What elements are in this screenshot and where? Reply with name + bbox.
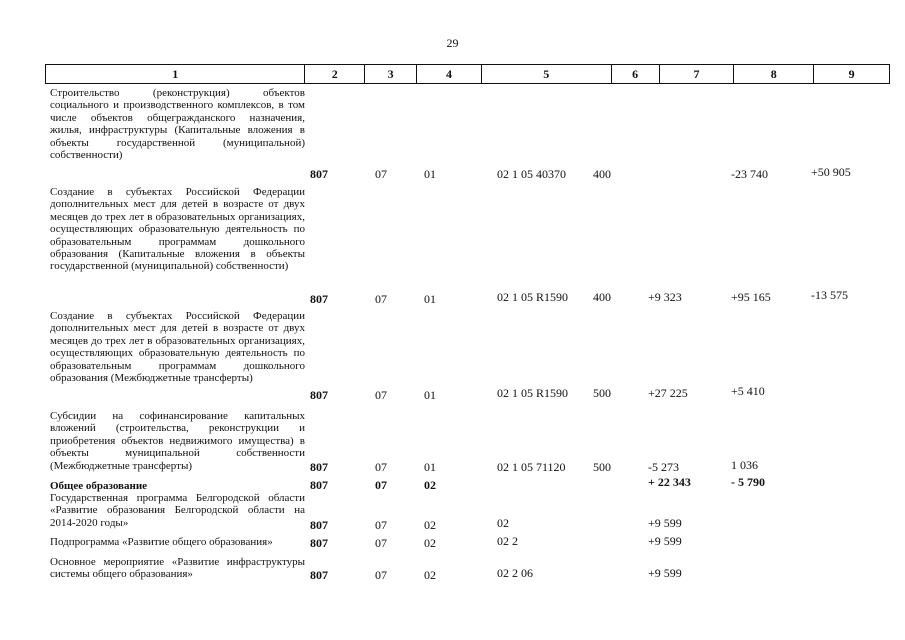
header-col-5: 5 <box>482 65 612 83</box>
header-col-1: 1 <box>46 65 305 83</box>
header-col-8: 8 <box>734 65 814 83</box>
cell-expense-type: 500 <box>593 460 611 474</box>
cell-amount-col7: +9 599 <box>648 534 682 548</box>
page-number: 29 <box>446 36 459 50</box>
header-col-4: 4 <box>417 65 482 83</box>
row-description: Строительство (реконструкция) объектов социального и производственного комплексов, в том числе объектов общегражданского назначения, жилья, инфраструктуры (Капитальные вложения в объекты государственной (муниципальной) собственности) <box>50 87 305 162</box>
cell-amount-col7: +9 599 <box>648 566 682 580</box>
table-header-row <box>45 64 890 84</box>
cell-amount-col8: +95 165 <box>731 290 771 304</box>
cell-amount-col8: +5 410 <box>731 384 765 398</box>
cell-admin-code: 807 <box>310 167 328 181</box>
row-description: Создание в субъектах Российской Федерации дополнительных мест для детей в возрасте от двух месяцев до трех лет в образовательных организациях, осуществляющих образовательную деятельность по образовательным программам дошкольного образования (Межбюджетные трансферты) <box>50 310 305 385</box>
cell-section: 07 <box>375 292 387 306</box>
cell-admin-code: 807 <box>310 518 328 532</box>
cell-subsection: 01 <box>424 460 436 474</box>
cell-target-article: 02 1 05 71120 <box>497 460 566 474</box>
cell-section: 07 <box>375 167 387 181</box>
cell-subsection: 02 <box>424 536 436 550</box>
cell-target-article: 02 1 05 R1590 <box>497 290 569 304</box>
cell-subsection: 01 <box>424 167 436 181</box>
cell-admin-code: 807 <box>310 388 328 402</box>
cell-section: 07 <box>375 460 387 474</box>
cell-subsection: 01 <box>424 292 436 306</box>
cell-section: 07 <box>375 536 387 550</box>
cell-subsection: 02 <box>424 478 436 492</box>
cell-amount-col9: +50 905 <box>811 165 851 179</box>
cell-section: 07 <box>375 568 387 582</box>
cell-expense-type: 400 <box>593 290 611 304</box>
cell-subsection: 02 <box>424 518 436 532</box>
cell-target-article: 02 2 <box>497 534 518 548</box>
cell-section: 07 <box>375 478 387 492</box>
cell-target-article: 02 1 05 R1590 <box>497 386 569 400</box>
cell-target-article: 02 1 05 40370 <box>497 167 566 181</box>
cell-admin-code: 807 <box>310 478 328 492</box>
cell-amount-col8: - 5 790 <box>731 475 765 489</box>
cell-admin-code: 807 <box>310 536 328 550</box>
cell-amount-col8: -23 740 <box>731 167 768 181</box>
cell-amount-col8: 1 036 <box>731 458 758 472</box>
header-col-6: 6 <box>612 65 660 83</box>
row-description: Основное мероприятие «Развитие инфраструктуры системы общего образования» <box>50 556 305 581</box>
cell-subsection: 01 <box>424 388 436 402</box>
header-col-2: 2 <box>305 65 365 83</box>
cell-amount-col9: -13 575 <box>811 288 848 302</box>
cell-subsection: 02 <box>424 568 436 582</box>
header-col-3: 3 <box>365 65 417 83</box>
cell-amount-col7: + 22 343 <box>648 475 691 489</box>
cell-expense-type: 400 <box>593 167 611 181</box>
row-description: Подпрограмма «Развитие общего образования» <box>50 536 273 548</box>
cell-admin-code: 807 <box>310 460 328 474</box>
row-description: Создание в субъектах Российской Федерации дополнительных мест для детей в возрасте от двух месяцев до трех лет в образовательных организациях, осуществляющих образовательную деятельность по образовательным программам дошкольного образования (Капитальные вложения в объекты государственной (муниципальной) собственности) <box>50 186 305 273</box>
row-description: Общее образование <box>50 480 148 492</box>
cell-target-article: 02 <box>497 516 509 530</box>
cell-amount-col7: +27 225 <box>648 386 688 400</box>
cell-section: 07 <box>375 518 387 532</box>
row-description: Государственная программа Белгородской области «Развитие образования Белгородской области на 2014-2020 годы» <box>50 492 305 529</box>
header-col-9: 9 <box>848 66 855 81</box>
cell-expense-type: 500 <box>593 386 611 400</box>
cell-amount-col7: +9 323 <box>648 290 682 304</box>
header-col-7: 7 <box>660 65 735 83</box>
cell-amount-col7: +9 599 <box>648 516 682 530</box>
cell-admin-code: 807 <box>310 568 328 582</box>
cell-amount-col7: -5 273 <box>648 460 679 474</box>
cell-target-article: 02 2 06 <box>497 566 533 580</box>
cell-section: 07 <box>375 388 387 402</box>
row-description: Субсидии на софинансирование капитальных вложений (строительства, реконструкции и приобретения объектов недвижимого имущества) в объекты муниципальной собственности (Межбюджетные трансферты) <box>50 410 305 472</box>
cell-admin-code: 807 <box>310 292 328 306</box>
